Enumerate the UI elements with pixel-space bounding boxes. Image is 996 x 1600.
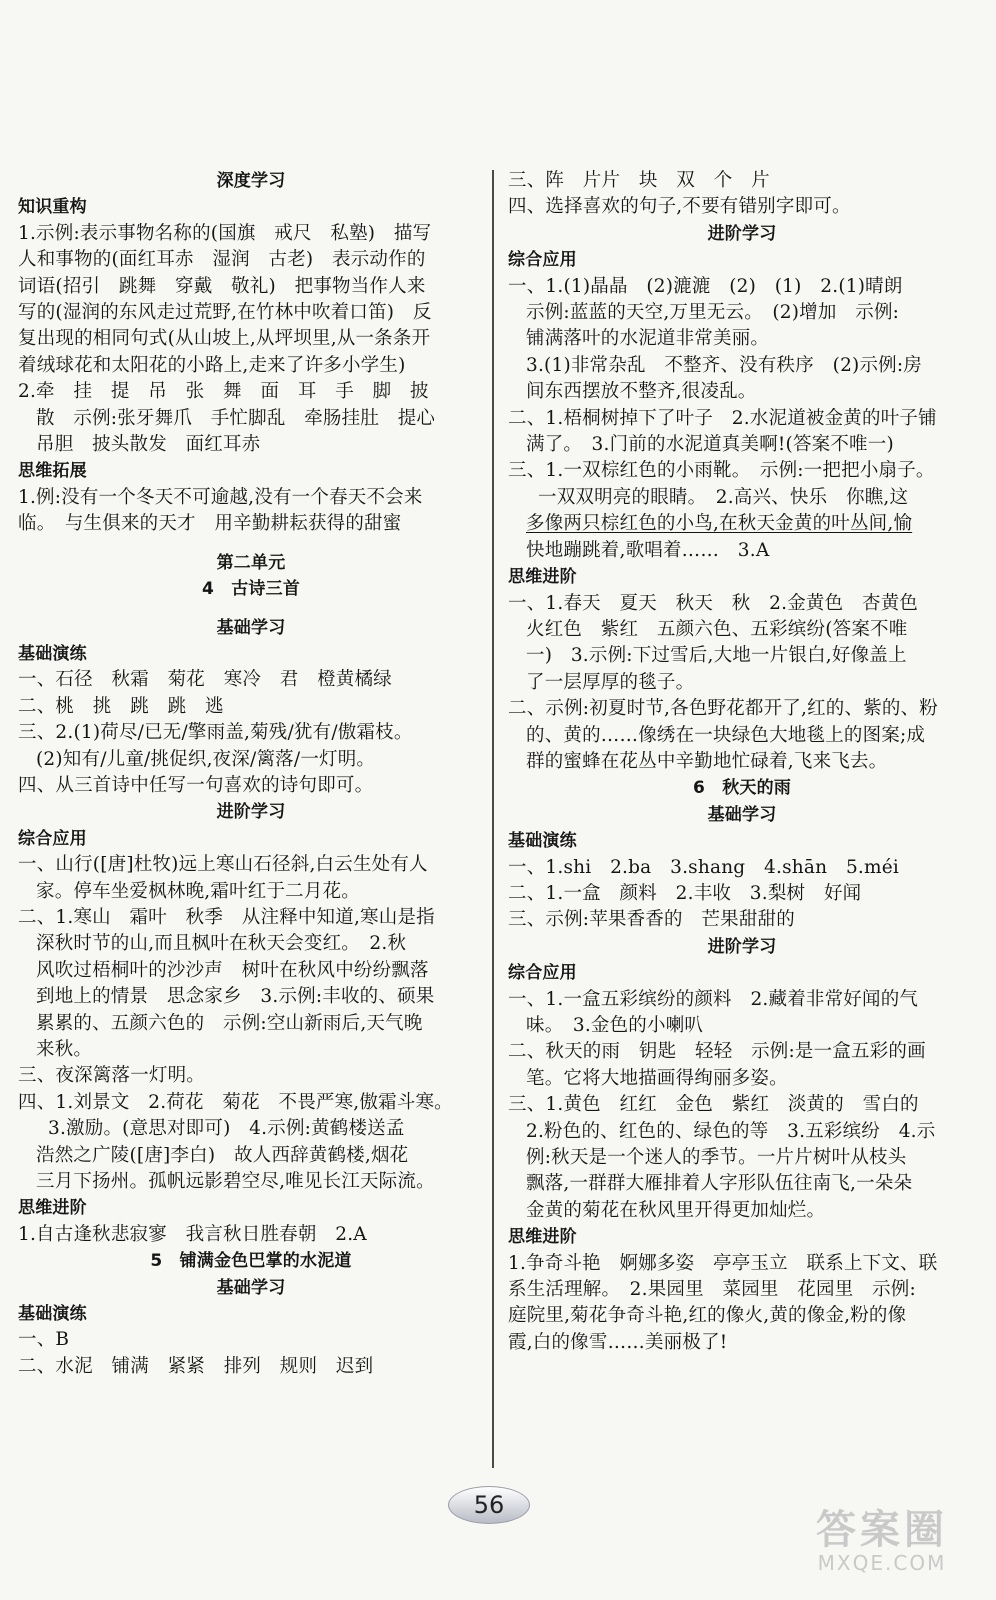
text-line: 二、1.一盒 颜料 2.丰收 3.梨树 好闻 (508, 882, 862, 904)
subsection-heading: 综合应用 (508, 250, 577, 271)
text-line: 一、1.shi 2.ba 3.shang 4.shān 5.méi (508, 856, 900, 878)
text-line: 一、B (18, 1329, 70, 1351)
subsection-heading: 思维进阶 (18, 1198, 87, 1219)
watermark-logo (782, 1508, 982, 1578)
text-line: 四、从三首诗中任写一句喜欢的诗句即可。 (18, 774, 374, 796)
text-line: (2)知有/儿童/挑促织,夜深/篱落/一灯明。 (36, 748, 376, 770)
text-line: 一、1.春天 夏天 秋天 秋 2.金黄色 杏黄色 (508, 592, 919, 614)
section-heading: 基础学习 (216, 1277, 286, 1298)
text-line: 满了。 3.门前的水泥道真美啊!(答案不唯一) (526, 434, 894, 456)
section-heading: 进阶学习 (707, 936, 777, 957)
subsection-heading: 基础演练 (18, 1304, 87, 1325)
text-line: 吊胆 披头散发 面红耳赤 (36, 434, 261, 456)
text-line: 1.争奇斗艳 婀娜多姿 亭亭玉立 联系上下文、联 (508, 1252, 938, 1274)
text-line: 深秋时节的山,而且枫叶在秋天会变红。 2.秋 (36, 933, 407, 955)
text-line: 风吹过梧桐叶的沙沙声 树叶在秋风中纷纷飘落 (36, 959, 429, 981)
subsection-heading: 基础演练 (18, 643, 87, 664)
text-line: 三、阵 片片 块 双 个 片 (508, 170, 770, 191)
text-line: 二、秋天的雨 钥匙 轻轻 示例:是一盒五彩的画 (508, 1041, 926, 1063)
text-line: 金黄的菊花在秋风里开得更加灿烂。 (526, 1199, 826, 1221)
subsection-heading: 思维拓展 (18, 461, 87, 482)
text-line: 一) 3.示例:下过雪后,大地一片银白,好像盖上 (526, 645, 907, 667)
text-line: 3.激励。(意思对即可) 4.示例:黄鹤楼送孟 (48, 1118, 405, 1140)
text-line: 二、示例:初夏时节,各色野花都开了,红的、紫的、粉 (508, 698, 938, 720)
text-line: 到地上的情景 思念家乡 3.示例:丰收的、硕果 (36, 986, 435, 1008)
text-line: 群的蜜蜂在花丛中辛勤地忙碌着,飞来飞去。 (526, 750, 888, 772)
text-line: 累累的、五颜六色的 示例:空山新雨后,天气晚 (36, 1012, 423, 1034)
text-line: 2.牵 挂 提 吊 张 舞 面 耳 手 脚 披 (18, 381, 429, 403)
text-line: 庭院里,菊花争奇斗艳,红的像火,黄的像金,粉的像 (508, 1305, 907, 1327)
spacer (18, 538, 484, 550)
column-divider (492, 170, 494, 1468)
text-line: 二、水泥 铺满 紧紧 排列 规则 迟到 (18, 1355, 374, 1377)
watermark-logo-text: 答案圈 (816, 1507, 948, 1553)
text-line: 着绒球花和太阳花的小路上,走来了许多小学生) (18, 354, 406, 376)
text-line: 火红色 紫红 五颜六色、五彩缤纷(答案不唯 (526, 618, 908, 640)
text-line: 系生活理解。 2.果园里 菜园里 花园里 示例: (508, 1279, 916, 1301)
text-line: 霞,白的像雪……美丽极了! (508, 1331, 728, 1353)
text-line: 二、1.梧桐树掉下了叶子 2.水泥道被金黄的叶子铺 (508, 407, 937, 429)
text-line: 了一层厚厚的毯子。 (526, 671, 695, 693)
page-number: 56 (448, 1486, 530, 1524)
text-line: 味。 3.金色的小喇叭 (526, 1015, 704, 1036)
text-line: 铺满落叶的水泥道非常美丽。 (526, 328, 770, 350)
text-line: 三、1.黄色 红红 金色 紫红 淡黄的 雪白的 (508, 1094, 919, 1116)
subsection-heading: 思维进阶 (508, 567, 577, 588)
text-line: 四、1.刘景文 2.荷花 菊花 不畏严寒,傲霜斗寒。 (18, 1091, 453, 1113)
right-column (508, 168, 976, 1356)
subsection-heading: 基础演练 (508, 831, 577, 852)
text-line: 二、桃 挑 跳 跳 逃 (18, 695, 224, 717)
text-line: 三、1.一双棕红色的小雨靴。 示例:一把把小扇子。 (508, 460, 935, 482)
text-line: 浩然之广陵([唐]李白) 故人西辞黄鹤楼,烟花 (36, 1144, 409, 1166)
text-line: 一、1.(1)晶晶 (2)漉漉 (2) (1) 2.(1)晴朗 (508, 275, 903, 297)
text-line: 快地蹦跳着,歌唱着…… 3.A (526, 539, 770, 561)
text-line: 三、2.(1)荷尽/已无/擎雨盖,菊残/犹有/傲霜枝。 (18, 722, 413, 744)
section-heading: 进阶学习 (216, 802, 286, 823)
text-line: 1.例:没有一个冬天不可逾越,没有一个春天不会来 (18, 486, 423, 508)
text-line: 2.粉色的、红色的、绿色的等 3.五彩缤纷 4.示 (526, 1120, 936, 1142)
text-line: 例:秋天是一个迷人的季节。一片片树叶从枝头 (526, 1147, 907, 1169)
text-line: 多像两只棕红色的小鸟,在秋天金黄的叶丛间,愉 (526, 513, 913, 535)
text-line: 写的(湿润的东风走过荒野,在竹林中吹着口笛) 反 (18, 302, 432, 324)
text-line: 示例:蓝蓝的天空,万里无云。 (2)增加 示例: (526, 302, 900, 324)
section-heading: 进阶学习 (707, 223, 777, 244)
text-line: 间东西摆放不整齐,很凌乱。 (526, 381, 757, 403)
subsection-heading: 综合应用 (18, 828, 87, 849)
text-line: 家。停车坐爱枫林晚,霜叶红于二月花。 (36, 880, 360, 902)
text-line: 散 示例:张牙舞爪 手忙脚乱 牵肠挂肚 提心 (36, 407, 436, 429)
text-line: 临。 与生俱来的天才 用辛勤耕耘获得的甜蜜 (18, 513, 402, 535)
section-heading: 第二单元 (216, 552, 286, 573)
text-line: 一、1.一盒五彩缤纷的颜料 2.藏着非常好闻的气 (508, 988, 919, 1010)
text-line: 一、山行([唐]杜牧)远上寒山石径斜,白云生处有人 (18, 854, 428, 876)
text-line: 3.(1)非常杂乱 不整齐、没有秩序 (2)示例:房 (526, 354, 922, 376)
section-heading: 基础学习 (216, 617, 286, 638)
section-heading: 5 铺满金色巴掌的水泥道 (150, 1251, 352, 1272)
subsection-heading: 思维进阶 (508, 1227, 577, 1248)
left-column (18, 168, 484, 1380)
text-line: 人和事物的(面红耳赤 湿润 古老) 表示动作的 (18, 249, 426, 271)
text-line: 一、石径 秋霜 菊花 寒冷 君 橙黄橘绿 (18, 669, 393, 691)
subsection-heading: 知识重构 (18, 197, 87, 218)
text-line: 的、黄的……像绣在一块绿色大地毯上的图案;成 (526, 724, 926, 746)
section-heading: 基础学习 (707, 804, 777, 825)
section-heading: 深度学习 (216, 171, 286, 191)
text-line: 复出现的相同句式(从山坡上,从坪坝里,从一条条开 (18, 328, 431, 350)
text-line: 二、1.寒山 霜叶 秋季 从注释中知道,寒山是指 (18, 906, 435, 928)
text-line: 笔。它将大地描画得绚丽多姿。 (526, 1067, 788, 1089)
text-line: 1.自古逢秋悲寂寥 我言秋日胜春朝 2.A (18, 1223, 367, 1245)
watermark-url: MXQE.COM (817, 1551, 947, 1575)
text-line: 三月下扬州。孤帆远影碧空尽,唯见长江天际流。 (36, 1171, 435, 1193)
text-line: 一双双明亮的眼睛。 2.高兴、快乐 你瞧,这 (538, 486, 909, 508)
text-line: 三、示例:苹果香香的 芒果甜甜的 (508, 909, 795, 931)
text-line: 三、夜深篱落一灯明。 (18, 1065, 206, 1087)
text-line: 飘落,一群群大雁排着人字形队伍往南飞,一朵朵 (526, 1173, 913, 1195)
text-line: 来秋。 (36, 1039, 93, 1060)
section-heading: 4 古诗三首 (201, 579, 301, 600)
spacer (18, 603, 484, 615)
text-line: 四、选择喜欢的句子,不要有错别字即可。 (508, 196, 851, 218)
text-line: 词语(招引 跳舞 穿戴 敬礼) 把事物当作人来 (18, 275, 426, 297)
subsection-heading: 综合应用 (508, 963, 577, 984)
section-heading: 6 秋天的雨 (692, 778, 792, 799)
text-line: 1.示例:表示事物名称的(国旗 戒尺 私塾) 描写 (18, 222, 432, 244)
